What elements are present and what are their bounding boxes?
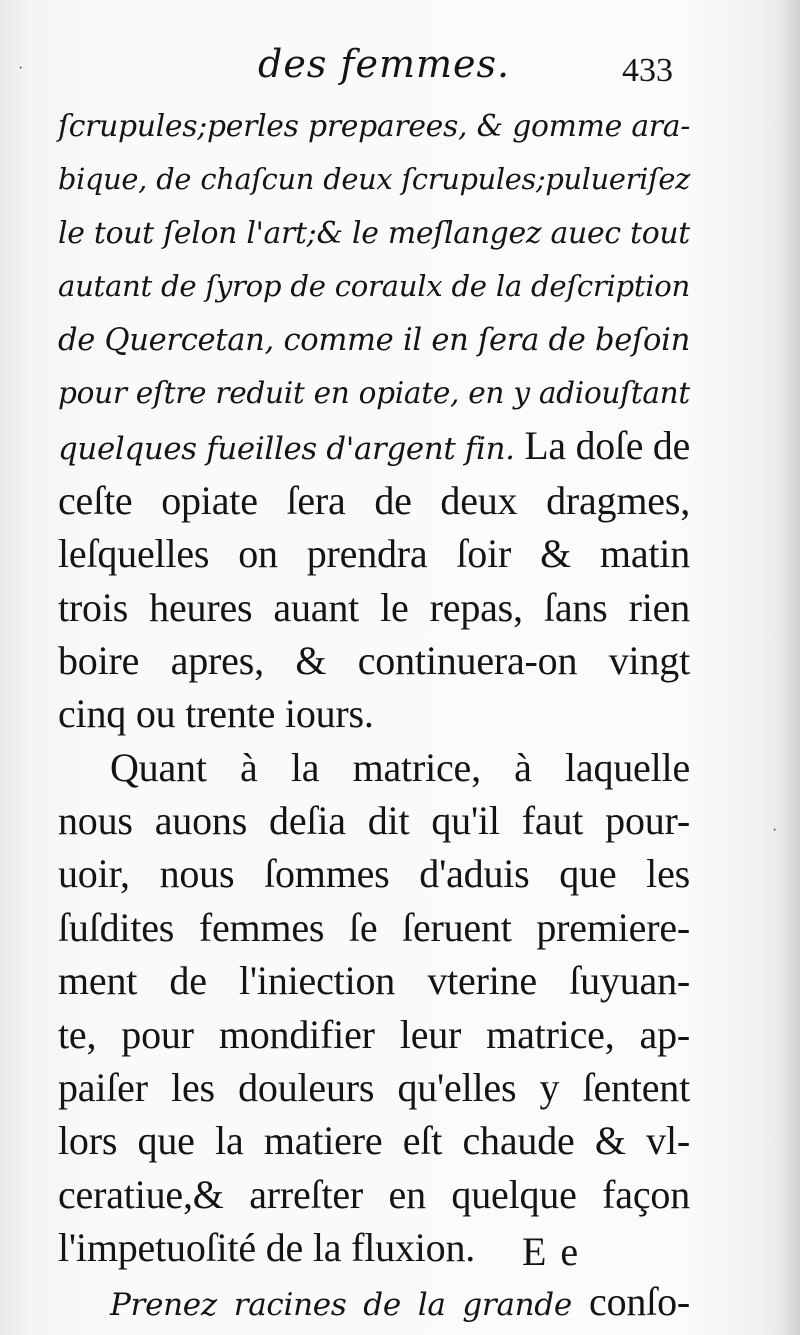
text-line-14: nous auons deſia dit qu'il faut pour-: [58, 798, 690, 844]
margin-speck: ·: [772, 822, 778, 839]
page-header: [0, 38, 800, 98]
text-line-18: te, pour mondifier leur matrice, ap-: [58, 1011, 690, 1057]
text-line-7: [58, 420, 690, 473]
text-line-12: cinq ou trente iours.: [58, 691, 374, 737]
text-line-7-italic: quelques fueilles d'argent fin.: [58, 431, 515, 468]
text-line-10: trois heures auant le repas, ſans rien: [58, 584, 690, 630]
text-line-23-italic: Prenez racines de la grande: [110, 1286, 572, 1323]
text-line-1: ſcrupules;perles preparees, & gomme ara-: [58, 109, 690, 144]
text-line-3: le tout ſelon l'art;& le meſlangez auec tout: [58, 215, 690, 251]
text-line-4: autant de ſyrop de coraulx de la deſcription: [58, 269, 690, 304]
text-line-19: paiſer les douleurs qu'elles y ſentent: [58, 1065, 690, 1111]
signature-mark: E e: [522, 1229, 581, 1274]
text-line-6: pour eſtre reduit en opiate, en y adiouſtant: [58, 375, 690, 410]
text-line-23: [58, 1275, 690, 1328]
text-line-20: lors que la matiere eſt chaude & vl-: [58, 1118, 690, 1164]
page-edge-shadow: [780, 0, 800, 1335]
text-line-9: leſquelles on prendra ſoir & matin: [58, 531, 690, 577]
text-line-16: ſuſdites femmes ſe ſeruent premiere-: [58, 904, 690, 950]
body-text: [58, 100, 690, 1328]
text-line-21: ceratiue,& arreſter en quelque façon: [58, 1171, 690, 1217]
text-line-13: Quant à la matrice, à laquelle: [110, 744, 690, 790]
margin-speck: ·: [18, 60, 24, 77]
text-line-5: de Quercetan, comme il en ſera de beſoin: [58, 322, 690, 358]
page-number: 433: [622, 52, 673, 89]
text-line-11: boire apres, & continuera-on vingt: [58, 637, 690, 683]
text-line-22: l'impetuoſité de la fluxion.: [58, 1225, 476, 1271]
text-line-23-roman: conſo-: [571, 1278, 691, 1324]
text-line-2: bique, de chaſcun deux ſcrupules;pulueriſez: [58, 162, 690, 197]
text-line-17: ment de l'iniection vterine ſuyuan-: [58, 958, 690, 1004]
text-line-7-roman: La doſe de: [514, 424, 691, 469]
running-title: des femmes.: [258, 42, 511, 86]
text-line-15: uoir, nous ſommes d'aduis que les: [58, 851, 690, 897]
text-line-8: ceſte opiate ſera de deux dragmes,: [58, 477, 690, 523]
